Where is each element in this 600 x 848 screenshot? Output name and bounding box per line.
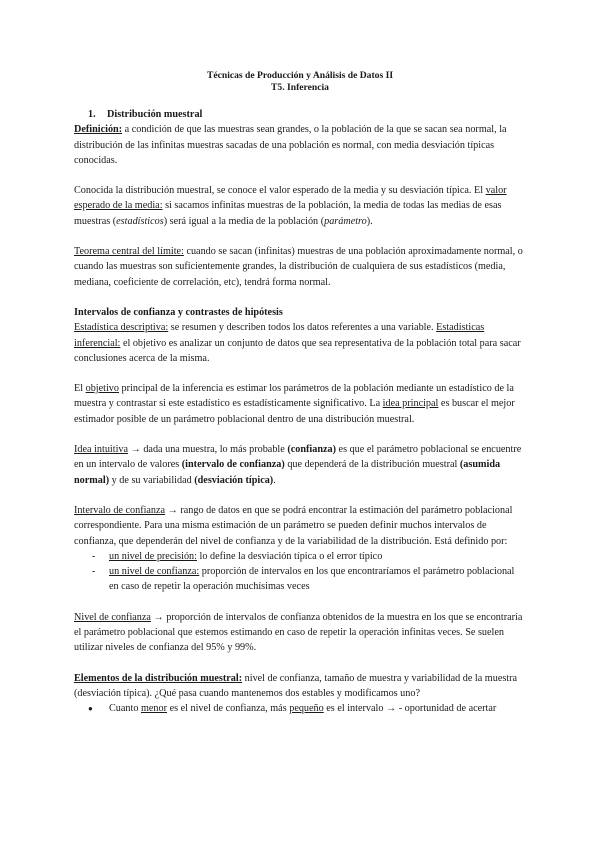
text-run: se resumen y describen todos los datos referentes a una variable. (168, 322, 437, 334)
text-run: proporción de intervalos en los que encontraríamos el parámetro poblacional en caso de repetir la operación muchísimas veces (109, 566, 515, 593)
underlined-term: un nivel de confianza: (109, 566, 200, 578)
text-run: ) será igual a la media de la población ( (163, 215, 325, 227)
text-run: nivel de confianza, tamaño de muestra y variabilidad de la muestra (desviación típica). ¿Qué pasa cuando mantenemos dos estables y modificamos uno? (74, 672, 518, 699)
bold-term: (confianza) (287, 444, 336, 456)
section-number: 1. (88, 109, 96, 120)
definicion-text: a condición de que las muestras sean grandes, o la población de la que se sacan sea normal, la distribución de las infinitas muestras sacadas de una población es normal, con media desviación típicas conocidas. (74, 124, 507, 166)
text-run: → dada una muestra, lo más probable (128, 444, 288, 456)
dash-list (74, 549, 526, 595)
underlined-term: Nivel de confianza (74, 611, 151, 623)
italic-term: estadísticos (116, 215, 164, 227)
definicion-label: Definición: (74, 124, 123, 136)
underlined-term: Teorema central del límite: (74, 246, 184, 258)
title-line-1: Técnicas de Producción y Análisis de Datos II (206, 70, 394, 81)
paragraph-definicion (74, 122, 526, 168)
bullet-list (74, 701, 526, 716)
subheading-intervalos: Intervalos de confianza y contrastes de hipótesis (74, 306, 283, 318)
text-run: es buscar el mejor estimador posible de un parámetro poblacional dentro de una distribución muestral. (74, 398, 515, 425)
list-item (92, 549, 526, 564)
underlined-term: Estadísticas inferencial: (74, 322, 485, 349)
document-page (74, 70, 526, 717)
text-run: y de su variabilidad (109, 474, 195, 486)
text-run: lo define la desviación típica o el error típico (197, 550, 383, 562)
underlined-term: valor esperado de la media: (74, 185, 507, 212)
text-run: Cuanto (109, 703, 141, 715)
underlined-term: Idea intuitiva (74, 444, 129, 456)
text-run: principal de la inferencia es estimar los parámetros de la población mediante un estadístico de la muestra y contrastar si este estadístico es estadísticamente significativo. La (74, 383, 514, 410)
underlined-term: un nivel de precisión: (109, 550, 197, 562)
text-run: es el intervalo → - oportunidad de acertar (323, 703, 497, 715)
underlined-term: pequeño (289, 703, 324, 715)
text-run: Conocida la distribución muestral, se conoce el valor esperado de la media y su desviación típica. El (74, 185, 486, 197)
text-run: ). (366, 215, 373, 227)
underlined-term: Intervalo de confianza (74, 504, 166, 516)
paragraph-estadistica (74, 320, 526, 366)
text-run: que dependerá de la distribución muestral (284, 459, 460, 471)
list-item (92, 564, 526, 595)
text-run: si sacamos infinitas muestras de la población, la media de todas las medias de esas muestras ( (74, 200, 502, 227)
title-line-2: T5. Inferencia (271, 82, 329, 93)
section-heading (74, 107, 526, 122)
text-run: → proporción de intervalos de confianza obtenidos de la muestra en los que se encontraría el parámetro poblacional que estemos estimando en caso de repetir la operación infinitas veces. Se suelen utilizar niveles de confianza del 95% y 99%. (74, 611, 523, 654)
text-run: El (74, 383, 86, 395)
paragraph-valor-esperado (74, 183, 526, 229)
section-title: Distribución muestral (107, 109, 203, 120)
text-run: es el nivel de confianza, más (167, 703, 290, 715)
text-run: cuando se sacan (infinitas) muestras de una población aproximadamente normal, o cuando las muestras son suficientemente grandes, la distribución de cualquiera de sus estadísticos (media, mediana, coeficiente de correlación, etc), tendrá forma normal. (74, 246, 523, 288)
paragraph-nivel-confianza (74, 610, 526, 656)
bold-underlined-term: Elementos de la distribución muestral: (74, 672, 243, 684)
text-run: → rango de datos en que se podrá encontrar la estimación del parámetro poblacional correspondiente. Para una misma estimación de un parámetro se pueden definir muchos intervalos de confianza, que dependerán del nivel de confianza y de la variabilidad de la distribución. Está definido por: (74, 504, 513, 547)
paragraph-objetivo (74, 381, 526, 427)
bold-term: (asumida normal) (74, 459, 501, 486)
paragraph-intervalo-confianza (74, 503, 526, 549)
paragraph-elementos (74, 671, 526, 702)
list-item (88, 701, 526, 716)
underlined-term: menor (140, 703, 168, 715)
text-run: es que el parámetro poblacional se encuentre en un intervalo de valores (74, 444, 522, 471)
bold-term: (intervalo de confianza) (181, 459, 285, 471)
underlined-term: objetivo (85, 383, 119, 395)
italic-term: parámetro (324, 215, 367, 227)
text-run: . (273, 474, 276, 486)
paragraph-teorema (74, 244, 526, 290)
bold-term: (desviación típica) (194, 474, 274, 486)
document-title (74, 70, 526, 94)
underlined-term: Estadística descriptiva: (74, 322, 169, 334)
text-run: el objetivo es analizar un conjunto de datos que sea representativa de la población total para sacar conclusiones acerca de la misma. (74, 337, 521, 364)
underlined-term: idea principal (382, 398, 439, 410)
paragraph-idea-intuitiva (74, 442, 526, 488)
